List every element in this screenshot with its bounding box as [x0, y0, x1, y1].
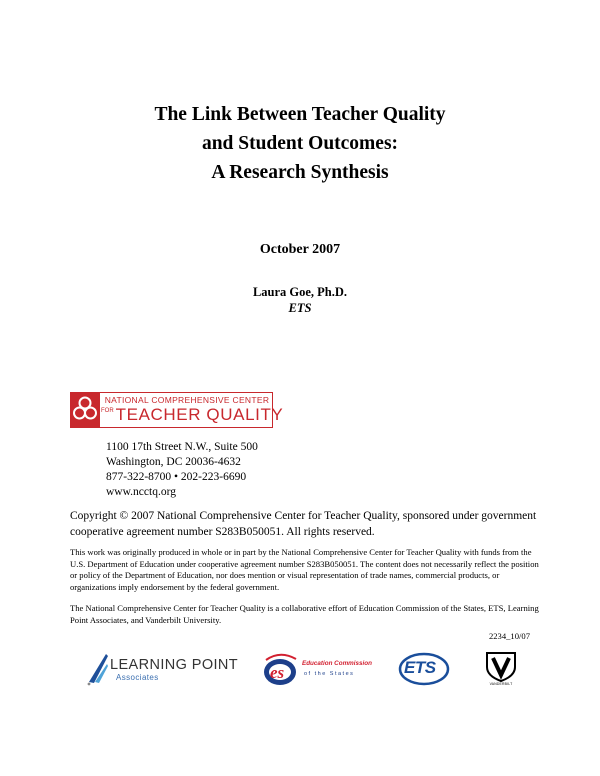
author-organization: ETS	[288, 301, 312, 315]
ecs-logo-line-1: Education Commission	[302, 660, 372, 667]
ncctq-emblem-icon	[70, 392, 100, 428]
address-website[interactable]: www.ncctq.org	[106, 486, 176, 498]
learning-point-arrow-icon	[86, 652, 110, 686]
learning-point-subtitle: Associates	[116, 673, 159, 682]
ncctq-logo-teacher-quality: TEACHER QUALITY	[115, 405, 284, 424]
title-line-2: and Student Outcomes:	[201, 133, 399, 154]
author-name: Laura Goe, Ph.D.	[252, 285, 348, 299]
ecs-logo-line-2: of the States	[304, 671, 355, 677]
vanderbilt-shield-icon	[482, 651, 520, 682]
collaboration-paragraph: The National Comprehensive Center for Teacher Quality is a collaborative effort of Education Commission of the States, ETS, Learning Point Associates, and Vanderbilt University.	[70, 603, 539, 625]
publication-date: October 2007	[259, 242, 341, 257]
vanderbilt-logo	[482, 651, 522, 691]
ncctq-logo-line-2	[101, 405, 283, 425]
address-city: Washington, DC 20036-4632	[106, 456, 241, 468]
address-phones: 877-322-8700 • 202-223-6690	[106, 471, 247, 483]
vanderbilt-logo-text: VANDERBILT	[489, 682, 513, 686]
title-line-3: A Research Synthesis	[211, 162, 389, 183]
ets-logo-text: ETS	[404, 658, 436, 677]
document-title	[0, 100, 600, 187]
author-block	[0, 284, 600, 316]
ecs-emblem-icon	[262, 650, 302, 690]
address-block	[106, 440, 258, 500]
ncctq-logo	[70, 392, 284, 428]
title-line-1: The Link Between Teacher Quality	[154, 104, 446, 125]
ncctq-logo-line-1: NATIONAL COMPREHENSIVE CENTER	[104, 395, 270, 405]
ecs-logo	[262, 650, 372, 690]
ets-logo	[398, 652, 450, 686]
learning-point-logo	[86, 652, 239, 688]
copyright-notice: Copyright © 2007 National Comprehensive Center for Teacher Quality, sponsored under government cooperative agreement number S283B050051. All rights reserved.	[70, 510, 537, 538]
ecs-initials: es	[270, 663, 285, 682]
ncctq-logo-for: FOR	[101, 408, 114, 414]
document-number: 2234_10/07	[488, 631, 530, 641]
learning-point-name: LEARNING POINT	[110, 657, 239, 673]
address-street: 1100 17th Street N.W., Suite 500	[106, 441, 258, 453]
disclaimer-paragraph: This work was originally produced in whole or in part by the National Comprehensive Center for Teacher Quality with funds from the U.S. Department of Education under cooperative agreement number S283B050051. The content does not necessarily reflect the position or policy of the Department of Education, nor does mention or visual representation of trade names, commercial products, or organizations imply endorsement by the federal government.	[70, 547, 539, 592]
